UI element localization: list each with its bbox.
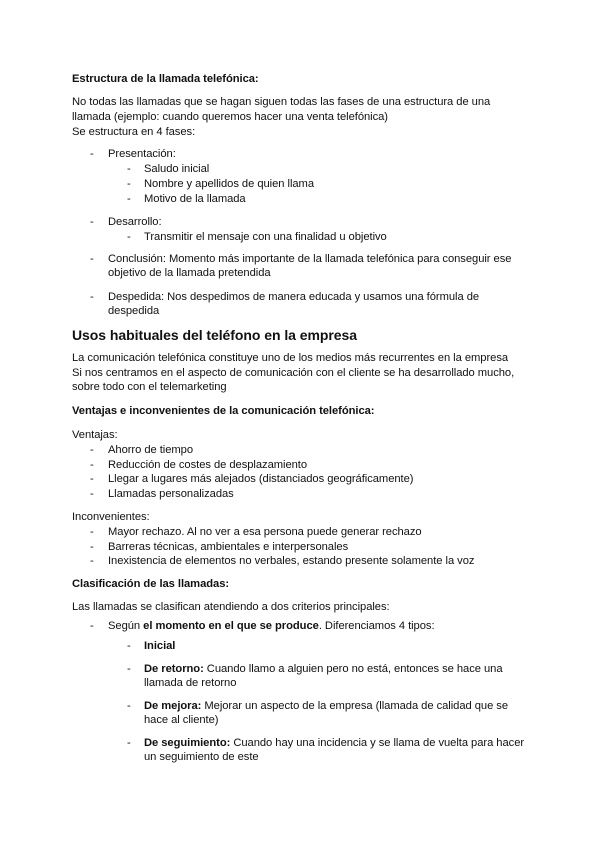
bullet-dash: - [127,700,131,712]
bullet-dash: - [127,193,131,205]
paragraph-line: Las llamadas se clasifican atendiendo a dos criterios principales: [72,601,390,613]
bullet-dash: - [90,541,94,553]
intro-line: llamada (ejemplo: cuando queremos hacer una venta telefónica) [72,111,388,123]
section-title-ventajas: Ventajas e inconvenientes de la comunicación telefónica: [72,405,375,417]
bullet-dash: - [127,163,131,175]
tipo-label: De seguimiento: [144,737,231,749]
list-item-ventaja: Ahorro de tiempo [108,444,194,456]
list-item-conclusion: Conclusión: Momento más importante de la llamada telefónica para conseguir ese [108,253,512,265]
section-title-clasificacion: Clasificación de las llamadas: [72,578,230,590]
list-item-despedida-cont: despedida [108,305,160,317]
criterio-pre: Según [108,620,144,632]
bullet-dash: - [90,216,94,228]
bullet-dash: - [127,737,131,749]
tipo-item [144,699,508,714]
list-item-inconveniente: Barreras técnicas, ambientales e interpersonales [108,541,349,553]
list-item-despedida: Despedida: Nos despedimos de manera educada y usamos una fórmula de [108,291,480,303]
bullet-dash: - [90,526,94,538]
bullet-dash: - [90,253,94,265]
list-item-desarrollo: Desarrollo: [108,216,162,228]
criterio-post: . Diferenciamos 4 tipos: [318,620,435,632]
tipo-text-cont: hace al cliente) [144,714,219,726]
bullet-dash: - [90,473,94,485]
tipo-item [144,662,503,677]
intro-line: No todas las llamadas que se hagan siguen todas las fases de una estructura de una [72,96,491,108]
bullet-dash: - [90,620,94,632]
bullet-dash: - [127,640,131,652]
tipo-item [144,639,175,654]
tipo-text-cont: un seguimiento de este [144,751,259,763]
bullet-dash: - [127,178,131,190]
tipo-item [144,736,524,751]
bullet-dash: - [90,444,94,456]
list-item-inconveniente: Inexistencia de elementos no verbales, estando presente solamente la voz [108,555,475,567]
list-item-ventaja: Llamadas personalizadas [108,488,234,500]
bullet-dash: - [90,488,94,500]
tipo-label: De retorno: [144,663,204,675]
sub-list-item: Transmitir el mensaje con una finalidad u objetivo [144,231,387,243]
tipo-text-cont: llamada de retorno [144,677,237,689]
list-item-ventaja: Llegar a lugares más alejados (distanciados geográficamente) [108,473,414,485]
list-item-inconveniente: Mayor rechazo. Al no ver a esa persona puede generar rechazo [108,526,422,538]
criterio-bold: el momento en el que se produce [143,620,319,632]
sub-list-item: Motivo de la llamada [144,193,246,205]
sub-list-item: Saludo inicial [144,163,210,175]
paragraph-line: Si nos centramos en el aspecto de comunicación con el cliente se ha desarrollado mucho, [72,367,515,379]
section-title-usos: Usos habituales del teléfono en la empresa [72,327,357,343]
intro-line: Se estructura en 4 fases: [72,126,196,138]
tipo-text: Cuando hay una incidencia y se llama de vuelta para hacer [230,737,525,749]
list-item-conclusion-cont: objetivo de la llamada pretendida [108,267,271,279]
bullet-dash: - [90,459,94,471]
bullet-dash: - [90,555,94,567]
list-item-criterio [108,619,435,634]
bullet-dash: - [127,231,131,243]
bullet-dash: - [90,148,94,160]
tipo-label: De mejora: [144,700,202,712]
ventajas-label: Ventajas: [72,429,118,441]
paragraph-line: La comunicación telefónica constituye uno de los medios más recurrentes en la empresa [72,352,509,364]
tipo-label: Inicial [144,640,176,652]
list-item-ventaja: Reducción de costes de desplazamiento [108,459,308,471]
tipo-text: Mejorar un aspecto de la empresa (llamada de calidad que se [201,700,509,712]
bullet-dash: - [127,663,131,675]
bullet-dash: - [90,291,94,303]
inconvenientes-label: Inconvenientes: [72,511,150,523]
paragraph-line: sobre todo con el telemarketing [72,381,227,393]
tipo-text: Cuando llamo a alguien pero no está, entonces se hace una [203,663,503,675]
sub-list-item: Nombre y apellidos de quien llama [144,178,314,190]
list-item-presentacion: Presentación: [108,148,176,160]
section-title-estructura: Estructura de la llamada telefónica: [72,73,259,85]
